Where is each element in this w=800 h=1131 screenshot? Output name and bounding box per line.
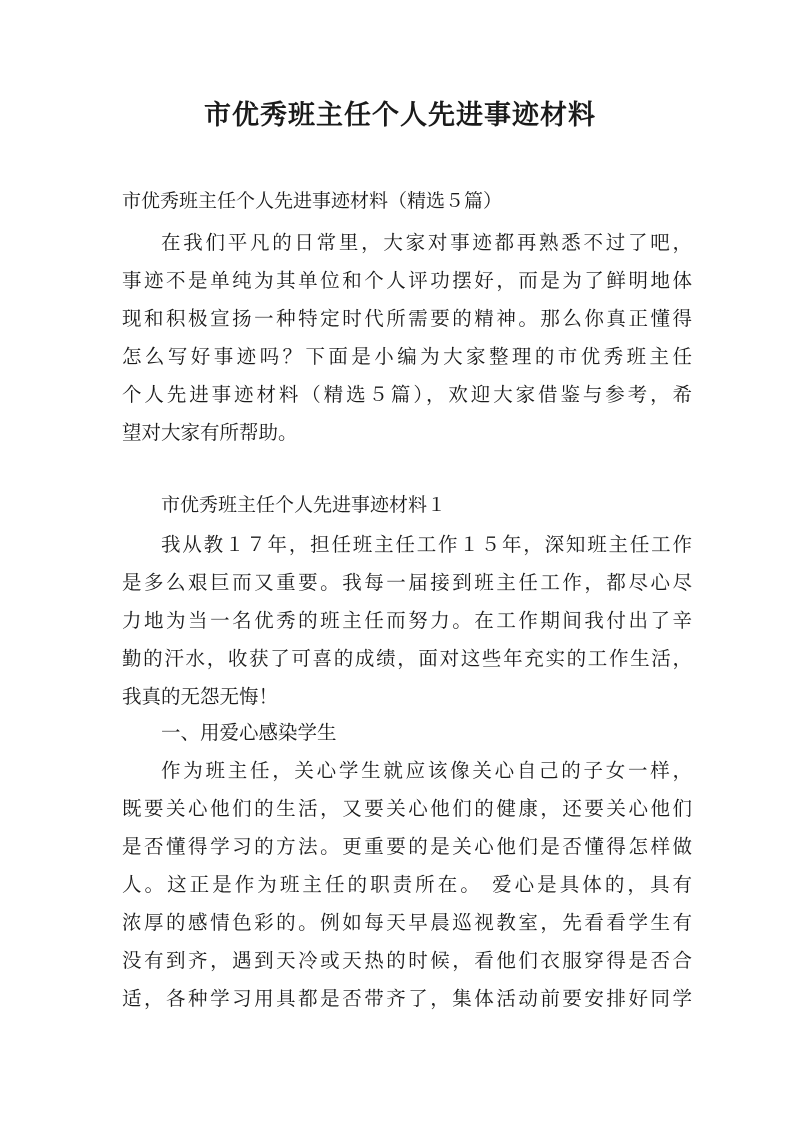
subsection-heading: 一、用爱心感染学生 <box>161 721 337 744</box>
body-line: 在我们平凡的日常里，大家对事迹都再熟悉不过了吧， <box>161 231 692 254</box>
body-line: 勤的汗水，收获了可喜的成绩，面对这些年充实的工作生活， <box>122 647 692 670</box>
body-line: 是多么艰巨而又重要。我每一届接到班主任工作，都尽心尽 <box>122 571 692 594</box>
body-line: 现和积极宣扬一种特定时代所需要的精神。那么你真正懂得 <box>122 307 692 330</box>
body-line: 我真的无怨无悔！ <box>122 685 279 708</box>
body-line: 怎么写好事迹吗？下面是小编为大家整理的市优秀班主任 <box>122 345 692 368</box>
body-line: 是否懂得学习的方法。更重要的是关心他们是否懂得怎样做 <box>122 835 692 858</box>
body-line: 事迹不是单纯为其单位和个人评功摆好，而是为了鲜明地体 <box>122 269 692 292</box>
body-line: 人。这正是作为班主任的职责所在。 爱心是具体的，具有 <box>122 873 692 896</box>
body-line: 力地为当一名优秀的班主任而努力。在工作期间我付出了辛 <box>122 609 692 632</box>
body-line: 浓厚的感情色彩的。例如每天早晨巡视教室，先看看学生有 <box>122 911 692 934</box>
subtitle-line: 市优秀班主任个人先进事迹材料（精选５篇） <box>122 190 503 212</box>
document-title: 市优秀班主任个人先进事迹材料 <box>204 100 596 131</box>
body-line: 个人先进事迹材料（精选５篇），欢迎大家借鉴与参考，希 <box>122 383 692 406</box>
body-line: 既要关心他们的生活，又要关心他们的健康，还要关心他们 <box>122 797 692 820</box>
body-line: 没有到齐，遇到天冷或天热的时候，看他们衣服穿得是否合 <box>122 949 692 972</box>
body-line: 我从教１７年，担任班主任工作１５年，深知班主任工作 <box>161 533 692 556</box>
body-line: 适，各种学习用具都是否带齐了，集体活动前要安排好同学 <box>122 987 692 1010</box>
body-line: 作为班主任，关心学生就应该像关心自己的子女一样， <box>161 759 692 782</box>
section-heading: 市优秀班主任个人先进事迹材料１ <box>161 494 447 516</box>
body-line: 望对大家有所帮助。 <box>122 421 298 444</box>
